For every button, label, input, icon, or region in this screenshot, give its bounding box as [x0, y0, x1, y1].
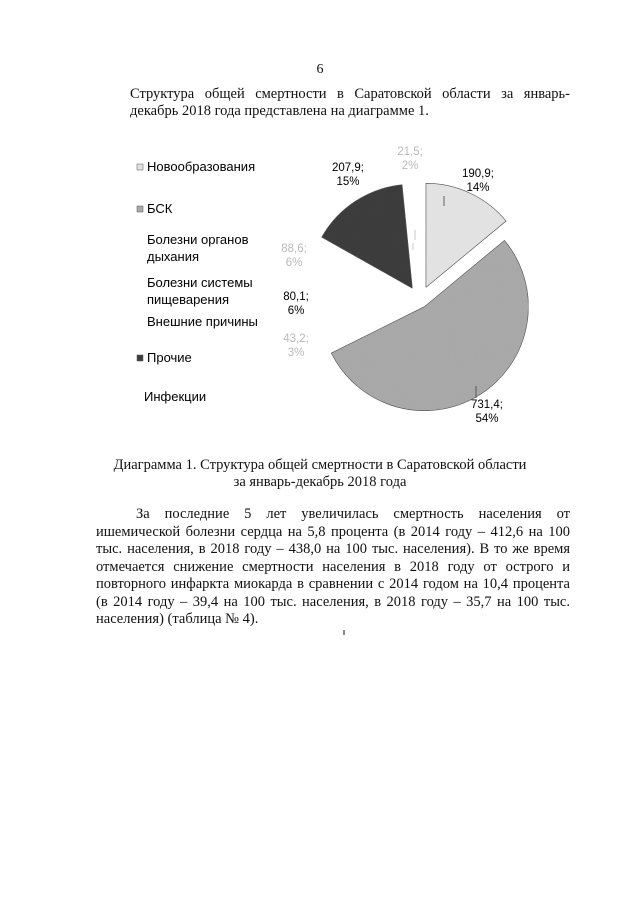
- data-label-3: 88,6; 6%: [281, 243, 307, 269]
- caption-line-1: Диаграмма 1. Структура общей смертности в Саратовской области: [113, 457, 527, 473]
- legend-marker-6: [137, 355, 143, 361]
- chart-caption: [0, 457, 640, 491]
- mortality-pie-chart: [0, 140, 640, 440]
- chart-legend: [137, 159, 258, 404]
- caption-line-2: за январь-декабрь 2018 года: [233, 474, 407, 490]
- data-label-4: 80,1; 6%: [283, 291, 309, 317]
- legend-label-2: БСК: [147, 201, 173, 216]
- data-label-2: 731,4; 54%: [471, 399, 503, 425]
- legend-marker-2: [137, 206, 143, 212]
- page-mark: [343, 630, 345, 635]
- legend-label-4: Болезни системы пищеварения: [147, 275, 253, 307]
- legend-marker-1: [137, 164, 143, 170]
- legend-label-5: Внешние причины: [147, 314, 258, 329]
- legend-label-1: Новообразования: [147, 159, 256, 174]
- data-label-1: 190,9; 14%: [462, 168, 494, 194]
- page-number: 6: [316, 62, 324, 77]
- legend-label-7: Инфекции: [144, 389, 207, 404]
- data-label-7: 21,5; 2%: [397, 146, 423, 172]
- body-paragraph: За последние 5 лет увеличилась смертность населения от ишемической болезни сердца на 5,8 процента (в 2014 году – 412,6 на 100 тыс. населения, в 2018 году – 438,0 на 100 тыс. населения). В то же время отмечается снижение смертности населения в 2018 году от острого и повторного инфаркта миокарда в сравнении с 2014 годом на 10,4 процента (в 2014 году – 39,4 на 100 тыс. населения, в 2018 году – 35,7 на 100 тыс. населения) (таблица № 4).: [96, 506, 570, 627]
- legend-label-6: Прочие: [147, 350, 192, 365]
- data-label-6: 207,9; 15%: [332, 162, 364, 188]
- intro-paragraph: Структура общей смертности в Саратовской области за январь-декабрь 2018 года представлена на диаграмме 1.: [130, 86, 570, 119]
- legend-label-3: Болезни органов дыхания: [147, 232, 249, 264]
- data-label-5: 43,2; 3%: [283, 333, 309, 359]
- pie-slices: [310, 183, 528, 410]
